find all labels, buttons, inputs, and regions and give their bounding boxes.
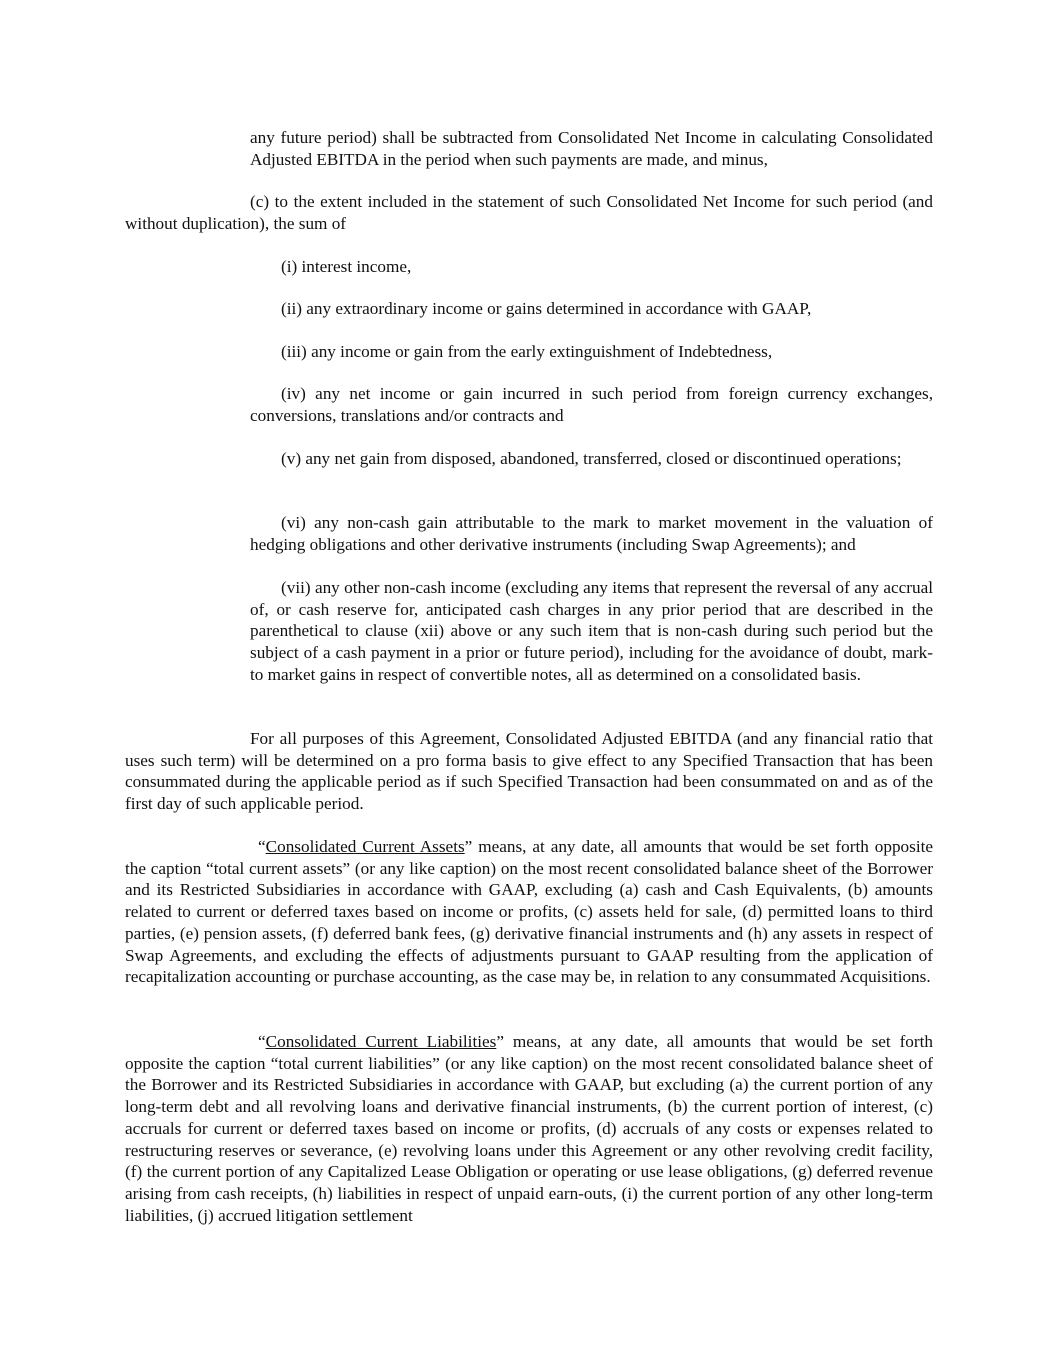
definition-body: ” means, at any date, all amounts that would be set forth opposite the caption “total current liabilities” (or any like caption) on the most recent consolidated balance sheet of the Borrower and its Restricted Subsidiaries in accordance with GAAP, but excluding (a) the current portion of any long-term debt and all revolving loans and derivative financial instruments, (b) the current portion of interest, (c) accruals for current or deferred taxes based on income or profits, (d) accruals of any costs or expenses related to restructuring reserves or severance, (e) revolving loans under this Agreement or any other revolving credit facility, (f) the current portion of any Capitalized Lease Obligation or operating or use lease obligations, (g) deferred revenue arising from cash receipts, (h) liabilities in respect of unpaid earn-outs, (i) the current portion of any other long-term liabilities, (j) accrued litigation settlement [125, 1032, 933, 1225]
open-quote: “ [258, 837, 266, 856]
definition-body: ” means, at any date, all amounts that would be set forth opposite the caption “total current assets” (or any like caption) on the most recent consolidated balance sheet of the Borrower and its Restricted Subsidiaries in accordance with GAAP, excluding (a) cash and Cash Equivalents, (b) amounts related to current or deferred taxes based on income or profits, (c) assets held for sale, (d) permitted loans to third parties, (e) pension assets, (f) deferred bank fees, (g) derivative financial instruments and (h) any assets in respect of Swap Agreements, and excluding the effects of adjustments pursuant to GAAP resulting from the application of recapitalization accounting or purchase accounting, as the case may be, in relation to any consummated Acquisitions. [125, 837, 934, 987]
list-item-v: (v) any net gain from disposed, abandoned, transferred, closed or discontinued operations; [281, 449, 902, 468]
list-item-vii: (vii) any other non-cash income (excluding any items that represent the reversal of any accrual of, or cash reserve for, anticipated cash charges in any prior period that are described in the parenthetical to clause (xii) above or any such item that is non-cash during such period but the subject of a cash payment in a prior or future period), including for the avoidance of doubt, mark-to market gains in respect of convertible notes, all as determined on a consolidated basis. [250, 578, 933, 684]
defined-term: Consolidated Current Assets [265, 837, 465, 856]
list-item-i: (i) interest income, [281, 257, 412, 276]
definition-consolidated-current-assets [125, 836, 933, 988]
list-item-ii: (ii) any extraordinary income or gains determined in accordance with GAAP, [281, 299, 812, 318]
definition-consolidated-current-liabilities [125, 1031, 933, 1226]
paragraph-pro-forma: For all purposes of this Agreement, Consolidated Adjusted EBITDA (and any financial ratio that uses such term) will be determined on a pro forma basis to give effect to any Specified Transaction that has been consummated during the applicable period as if such Specified Transaction had been consummated on and as of the first day of such applicable period. [125, 729, 933, 814]
list-item-vi: (vi) any non-cash gain attributable to the mark to market movement in the valuation of hedging obligations and other derivative instruments (including Swap Agreements); and [250, 513, 933, 554]
open-quote: “ [258, 1032, 266, 1051]
paragraph-clause-c: (c) to the extent included in the statement of such Consolidated Net Income for such period (and without duplication), the sum of [125, 192, 933, 233]
list-item-iv: (iv) any net income or gain incurred in such period from foreign currency exchanges, conversions, translations and/or contracts and [250, 384, 933, 425]
defined-term: Consolidated Current Liabilities [265, 1032, 497, 1051]
list-item-iii: (iii) any income or gain from the early extinguishment of Indebtedness, [281, 342, 773, 361]
paragraph-continuation: any future period) shall be subtracted from Consolidated Net Income in calculating Consolidated Adjusted EBITDA in the period when such payments are made, and minus, [250, 128, 933, 169]
